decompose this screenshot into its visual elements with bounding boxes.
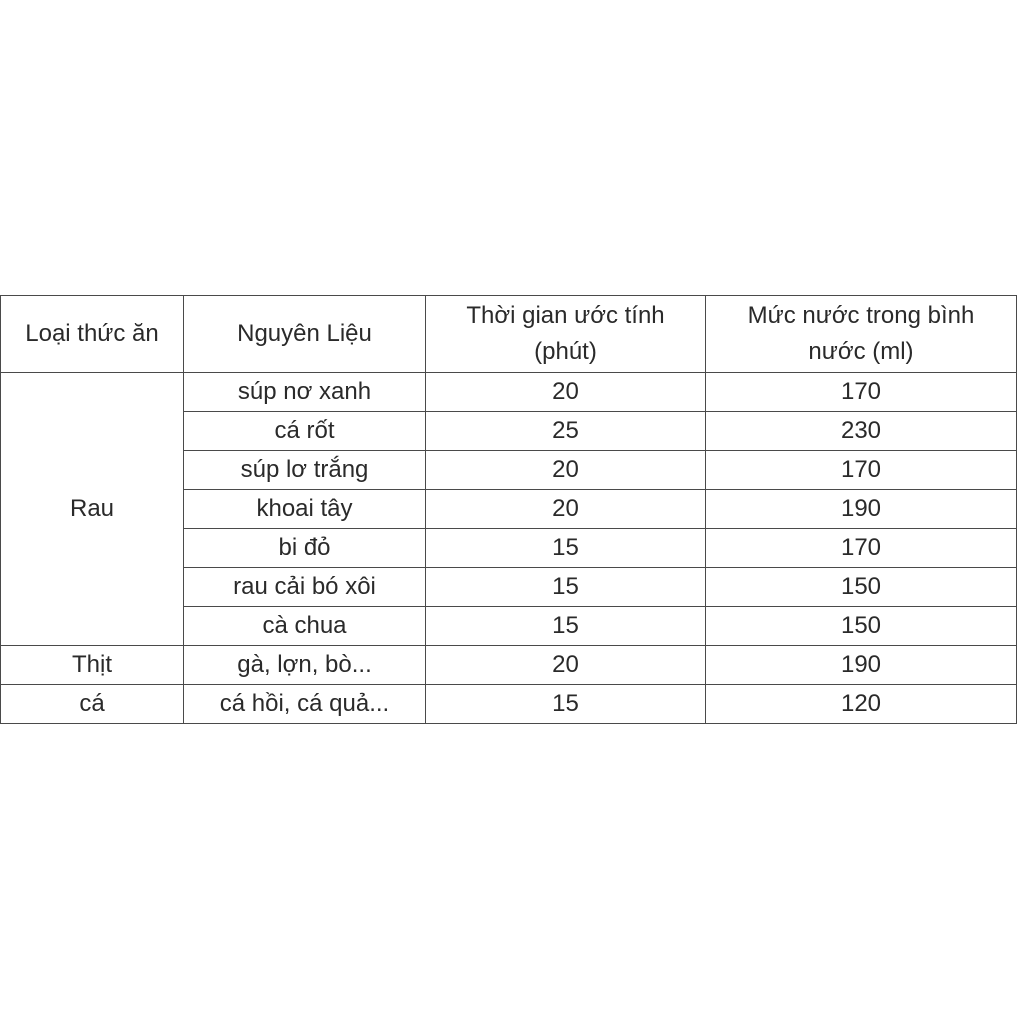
food-type-cell: cá — [1, 685, 184, 724]
water-cell: 150 — [706, 607, 1017, 646]
water-cell: 120 — [706, 685, 1017, 724]
water-cell: 190 — [706, 646, 1017, 685]
ingredient-cell: cá rốt — [184, 412, 426, 451]
time-cell: 20 — [426, 646, 706, 685]
time-cell: 25 — [426, 412, 706, 451]
water-cell: 150 — [706, 568, 1017, 607]
header-water-level — [706, 296, 1017, 373]
ingredient-cell: gà, lợn, bò... — [184, 646, 426, 685]
time-cell: 15 — [426, 568, 706, 607]
food-type-cell: Rau — [1, 373, 184, 646]
time-cell: 20 — [426, 451, 706, 490]
table-row — [1, 685, 1017, 724]
ingredient-cell: rau cải bó xôi — [184, 568, 426, 607]
time-cell: 15 — [426, 607, 706, 646]
header-estimated-time — [426, 296, 706, 373]
header-water-line1: Mức nước trong bình — [747, 302, 975, 329]
cooking-guide-table — [0, 295, 1017, 724]
ingredient-cell: bi đỏ — [184, 529, 426, 568]
header-water-line2: nước (ml) — [808, 338, 914, 365]
water-cell: 190 — [706, 490, 1017, 529]
food-table-container — [0, 295, 1016, 724]
water-cell: 170 — [706, 373, 1017, 412]
ingredient-cell: súp nơ xanh — [184, 373, 426, 412]
header-food-type: Loại thức ăn — [1, 296, 184, 373]
ingredient-cell: súp lơ trắng — [184, 451, 426, 490]
table-header-row — [1, 296, 1017, 373]
time-cell: 15 — [426, 685, 706, 724]
time-cell: 20 — [426, 490, 706, 529]
water-cell: 170 — [706, 451, 1017, 490]
time-cell: 15 — [426, 529, 706, 568]
time-cell: 20 — [426, 373, 706, 412]
ingredient-cell: cà chua — [184, 607, 426, 646]
header-time-line1: Thời gian ước tính — [466, 302, 665, 329]
water-cell: 230 — [706, 412, 1017, 451]
ingredient-cell: khoai tây — [184, 490, 426, 529]
table-row — [1, 373, 1017, 412]
ingredient-cell: cá hồi, cá quả... — [184, 685, 426, 724]
header-time-line2: (phút) — [534, 338, 597, 365]
header-ingredient: Nguyên Liệu — [184, 296, 426, 373]
table-row — [1, 646, 1017, 685]
food-type-cell: Thịt — [1, 646, 184, 685]
water-cell: 170 — [706, 529, 1017, 568]
